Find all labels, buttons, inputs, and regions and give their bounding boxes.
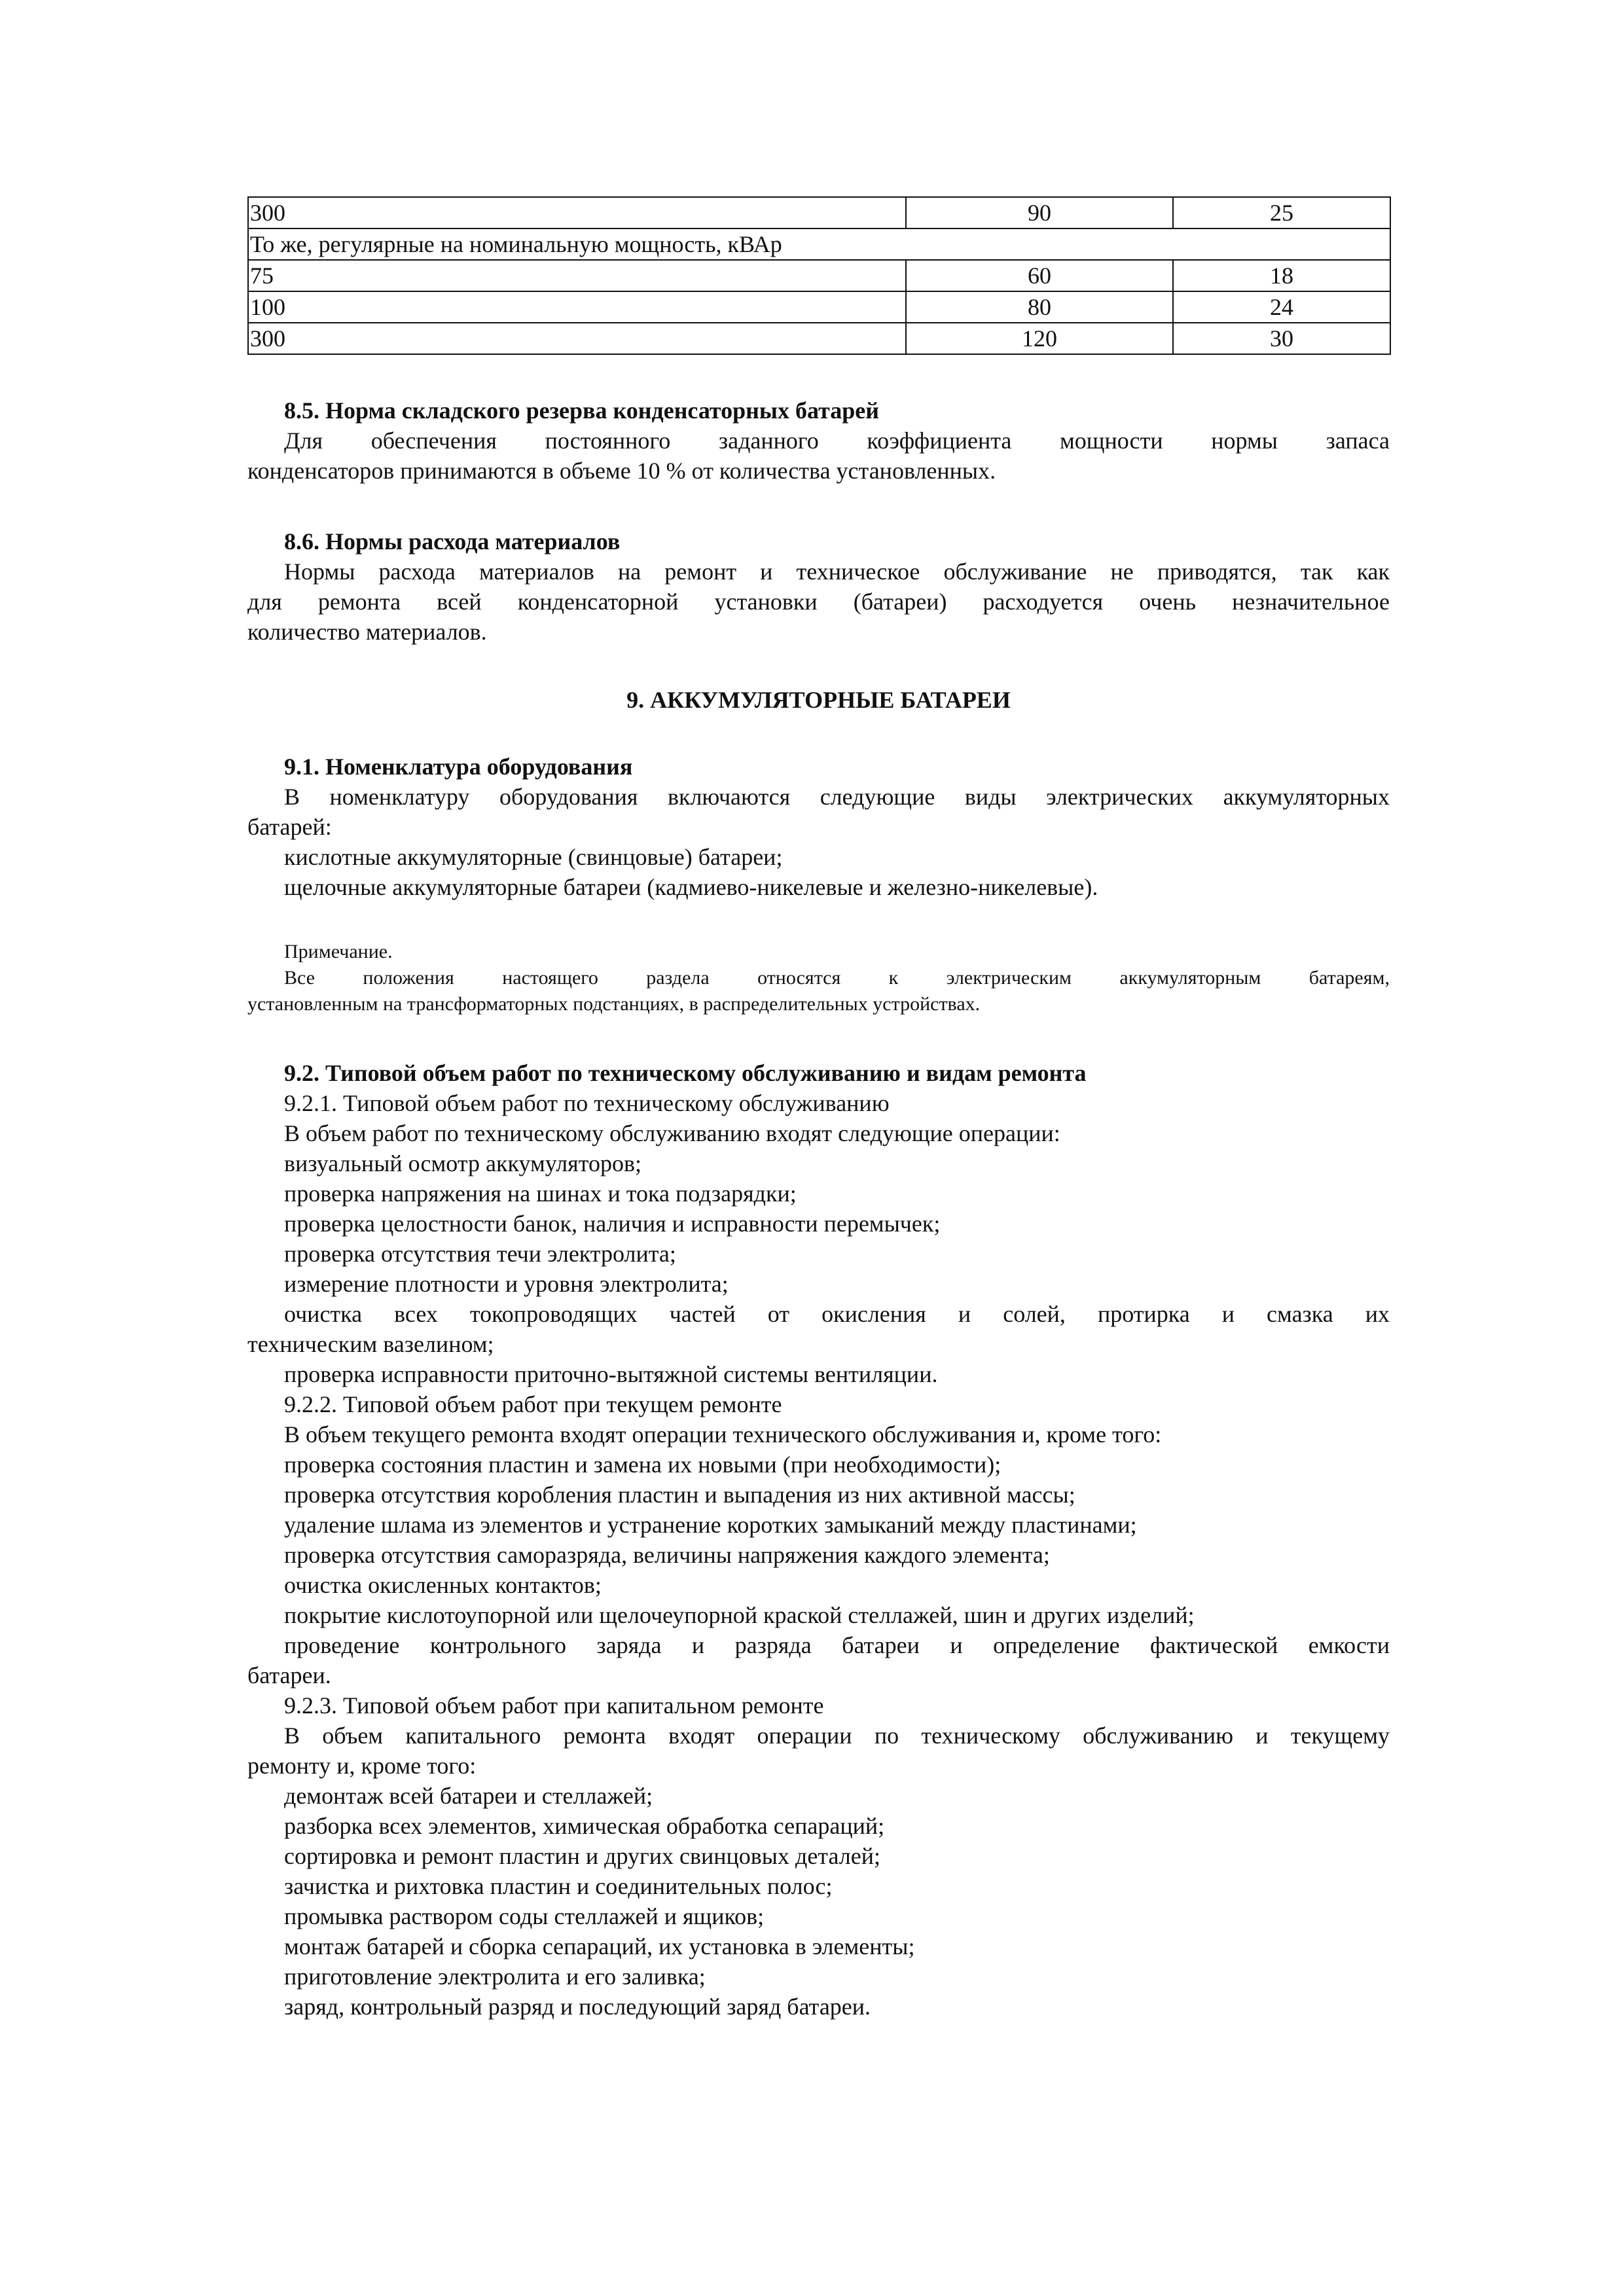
table-cell: 75 bbox=[248, 260, 906, 291]
list-item: монтаж батарей и сборка сепараций, их установка в элементы; bbox=[284, 1933, 915, 1959]
list-item: проверка исправности приточно-вытяжной системы вентиляции. bbox=[284, 1361, 938, 1387]
list-item: зачистка и рихтовка пластин и соединительных полос; bbox=[284, 1873, 833, 1899]
table-row bbox=[248, 291, 1390, 323]
section-heading: 9.1. Номенклатура оборудования bbox=[284, 754, 633, 780]
subsection-heading: 9.2.3. Типовой объем работ при капитальном ремонте bbox=[284, 1692, 824, 1719]
table-cell: 90 bbox=[906, 197, 1173, 228]
section-9-1 bbox=[247, 752, 1390, 902]
list-item: проверка отсутствия коробления пластин и выпадения из них активной массы; bbox=[284, 1482, 1075, 1508]
note-label: Примечание. bbox=[284, 941, 393, 962]
list-item-continuation: техническим вазелином; bbox=[247, 1331, 494, 1357]
list-item: сортировка и ремонт пластин и других свинцовых деталей; bbox=[284, 1843, 880, 1869]
table-cell: 18 bbox=[1173, 260, 1390, 291]
paragraph-line: В объем капитального ремонта входят операции по техническому обслуживанию и текущему bbox=[284, 1722, 1390, 1749]
section-heading: 9.2. Типовой объем работ по техническому обслуживанию и видам ремонта bbox=[284, 1060, 1087, 1086]
note-line: установленным на трансформаторных подстанциях, в распределительных устройствах. bbox=[247, 993, 981, 1015]
paragraph-line: конденсаторов принимаются в объеме 10 % от количества установленных. bbox=[247, 458, 996, 484]
paragraph-line: Нормы расхода материалов на ремонт и техническое обслуживание не приводятся, так как bbox=[284, 558, 1390, 585]
document-page bbox=[247, 196, 1390, 2022]
list-item: проверка состояния пластин и замена их новыми (при необходимости); bbox=[284, 1451, 1001, 1478]
table-cell: 80 bbox=[906, 291, 1173, 323]
list-item: проверка отсутствия течи электролита; bbox=[284, 1241, 676, 1267]
list-item: промывка раствором соды стеллажей и ящиков; bbox=[284, 1903, 765, 1929]
list-item: покрытие кислотоупорной или щелочеупорной краской стеллажей, шин и других изделий; bbox=[284, 1602, 1195, 1628]
paragraph-line: количество материалов. bbox=[247, 619, 487, 645]
list-item: щелочные аккумуляторные батареи (кадмиево-никелевые и железно-никелевые). bbox=[284, 874, 1098, 900]
section-8-5 bbox=[247, 395, 1390, 486]
table-cell: 120 bbox=[906, 323, 1173, 354]
subsection-heading: 9.2.2. Типовой объем работ при текущем ремонте bbox=[284, 1391, 782, 1417]
section-8-6 bbox=[247, 526, 1390, 647]
list-item: проверка отсутствия саморазряда, величины напряжения каждого элемента; bbox=[284, 1542, 1050, 1568]
list-item: проведение контрольного заряда и разряда батареи и определение фактической емкости bbox=[284, 1632, 1390, 1658]
paragraph-line: В объем текущего ремонта входят операции технического обслуживания и, кроме того: bbox=[284, 1421, 1162, 1448]
table-row bbox=[248, 323, 1390, 354]
list-item: разборка всех элементов, химическая обработка сепараций; bbox=[284, 1813, 885, 1839]
list-item: заряд, контрольный разряд и последующий заряд батареи. bbox=[284, 1994, 871, 2020]
chapter-title: 9. АККУМУЛЯТОРНЫЕ БАТАРЕИ bbox=[626, 687, 1011, 713]
note-block bbox=[247, 939, 1390, 1017]
section-heading: 8.6. Нормы расхода материалов bbox=[284, 528, 621, 555]
list-item: очистка окисленных контактов; bbox=[284, 1572, 602, 1598]
paragraph-line: В номенклатуру оборудования включаются следующие виды электрических аккумуляторных bbox=[284, 784, 1390, 810]
table-row bbox=[248, 228, 1390, 260]
section-9-2 bbox=[247, 1058, 1390, 2022]
list-item-continuation: батареи. bbox=[247, 1662, 331, 1688]
list-item: кислотные аккумуляторные (свинцовые) батареи; bbox=[284, 844, 783, 870]
list-item: удаление шлама из элементов и устранение коротких замыканий между пластинами; bbox=[284, 1512, 1137, 1538]
table-cell: 24 bbox=[1173, 291, 1390, 323]
table-cell: 100 bbox=[248, 291, 906, 323]
table-cell: 30 bbox=[1173, 323, 1390, 354]
capacitor-norms-table bbox=[247, 196, 1391, 355]
table-cell: 60 bbox=[906, 260, 1173, 291]
subsection-heading: 9.2.1. Типовой объем работ по техническому обслуживанию bbox=[284, 1090, 890, 1116]
list-item: проверка напряжения на шинах и тока подзарядки; bbox=[284, 1180, 797, 1207]
list-item: измерение плотности и уровня электролита; bbox=[284, 1271, 729, 1297]
list-item: приготовление электролита и его заливка; bbox=[284, 1963, 706, 1990]
table-cell: 300 bbox=[248, 197, 906, 228]
paragraph-line: для ремонта всей конденсаторной установки (батареи) расходуется очень незначительное bbox=[247, 589, 1390, 615]
list-item: проверка целостности банок, наличия и исправности перемычек; bbox=[284, 1211, 941, 1237]
section-heading: 8.5. Норма складского резерва конденсаторных батарей bbox=[284, 397, 879, 424]
list-item: визуальный осмотр аккумуляторов; bbox=[284, 1150, 641, 1176]
paragraph-line: ремонту и, кроме того: bbox=[247, 1753, 477, 1779]
paragraph-line: Для обеспечения постоянного заданного коэффициента мощности нормы запаса bbox=[284, 428, 1390, 454]
list-item: очистка всех токопроводящих частей от окисления и солей, протирка и смазка их bbox=[284, 1301, 1390, 1327]
table-cell: 300 bbox=[248, 323, 906, 354]
table-cell-span: То же, регулярные на номинальную мощность, кВАр bbox=[248, 228, 1390, 260]
table-row bbox=[248, 260, 1390, 291]
table-row bbox=[248, 197, 1390, 228]
table-cell: 25 bbox=[1173, 197, 1390, 228]
note-line: Все положения настоящего раздела относятся к электрическим аккумуляторным батареям, bbox=[284, 967, 1390, 989]
paragraph-line: В объем работ по техническому обслуживанию входят следующие операции: bbox=[284, 1120, 1060, 1146]
list-item: демонтаж всей батареи и стеллажей; bbox=[284, 1783, 653, 1809]
paragraph-line: батарей: bbox=[247, 814, 332, 840]
